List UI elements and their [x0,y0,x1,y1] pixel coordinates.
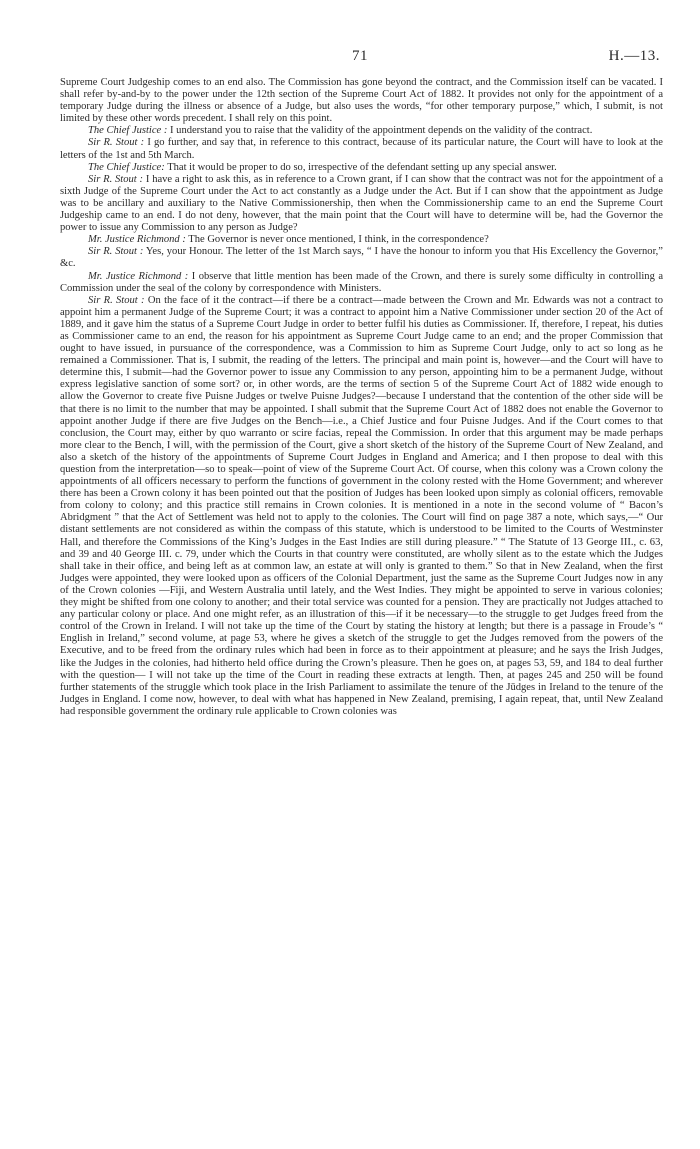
speaker-name: Mr. Justice Richmond : [88,234,186,246]
speaker-name: Sir R. Stout : [88,137,145,149]
paragraph-text: On the face of it the contract—if there be a contract—made between the Crown and Mr. Edwards was not a contract to appoint him a permanent Judge of the Supreme Court; it was a contract to appoint him a Native Commissioner under section 20 of the Act of 1889, and it gave him the status of a Supreme Court Judge in order to better fulfil his duties as Commissioner. If, therefore, I repeat, his duties as Commissioner came to an end, the reason for his appointment as Supreme Court Judge came to an end; and the proper Commission that ought to have issued, in pursuance of the correspondence, was a Commission to him as Supreme Court Judge, only to act so long as he remained a Commissioner. That is, I submit, the reading of the letters. The principal and main point is, however—and the Court will have to determine this, I submit—had the Governor power to issue any Commission to any person, appointing him to be a permanent Judge, without express legislative sanction of some sort? or, in other words, are the terms of section 5 of the Supreme Court Act of 1882 wide enough to allow the Governor to create five Puisne Judges or twelve Puisne Judges?—because I understand that the contention of the other side will be that there is no limit to the number that may be appointed. I shall submit that the Supreme Court Act of 1882 does not enable the Governor to appoint another Judge if there are five Judges on the Bench—i.e., a Chief Justice and four Puisne Judges. And if the Court comes to that conclusion, the Court may, either by quo warranto or scire facias, repeal the Commission. In order that this argument may be made perhaps more clear to the Bench, I will, with the permission of the Court, give a short sketch of the history of the Supreme Court of New Zealand, and also a sketch of the history of the appointments of Supreme Court Judges in England and America; and I then propose to deal with this question from the interpretation—so to speak—point of view of the Supreme Court Act. Of course, when this colony was a Crown colony the appointments of all officers necessary to perform the functions of government in the colony rested with the Home Government; and wherever there has been a Crown colony it has been pointed out that the position of Judges has been looked upon simply as colonial officers, removable from colony to colony; and this practice still remains in Crown colonies. It is mentioned in a note in the second volume of “ Bacon’s Abridgment ” that the Act of Settlement was held not to apply to the colonies. The Court will find on page 387 a note, which says,—“ Our distant settlements are not considered as within the compass of this statute, which is understood to be limited to the Courts of Westminster Hall, and therefore the Commissions of the King’s Judges in the East Indies are still during pleasure.” “ The Statute of 13 George III., c. 63, and 39 and 40 George III. c. 79, under which the Courts in that country were constituted, are wholly silent as to the estate which the Judges shall take in their office, and being left as at common law, an estate at will only is granted to them.” So that in New Zealand, when the first Judges were appointed, they were looked upon as officers of the Colonial Department, just the same as the Supreme Court Judges now in any of the Crown colonies —Fiji, and Western Australia until lately, and the West Indies. They might be appointed to serve in various colonies; they might be shifted from one colony to another; and their total service was counted for a pension. They are practically not Judges attached to any particular colony or place. And one might refer, as an illustration of this—if it be necessary—to the struggle to get Judges freed from the control of the Crown in Ireland. I will not take up the time of the Court by stating the history at length; but there is a passage in Froude’s “ English in Ireland,” second volume, at page 53, where he gives a sketch of the struggle to get the Judges removed from the powers of the Executive, and to be freed from the ordinary rules which had been in force as to their appointment at pleasure; and he says the Irish Judges, like the Judges in the colonies, had hitherto held office during the Crown’s pleasure. Then he goes on, at pages 53, 59, and 184 to deal further with the question— I will not take up the time of the Court in reading these extracts at length. Then, at pages 245 and 250 will be found further statements of the struggle which took place in the Irish Parliament to assimilate the tenure of the Jūdges in Ireland to the tenure of the Judges in England. I come now, however, to deal with what has happened in New Zealand, premising, I again repeat, that, until New Zealand had responsible government the ordinary rule applicable to Crown colonies was [60,294,663,717]
speaker-name: Sir R. Stout : [88,246,144,258]
paragraph [60,295,663,718]
paragraph-text: Supreme Court Judgeship comes to an end also. The Commission has gone beyond the contract, and the Commission itself can be vacated. I shall refer by-and-by to the power under the 12th section of the Supreme Court Act of 1882. It provides not only for the appointment of a temporary Judge during the illness or absence of a Judge, but also uses the words, “for other temporary purpose,” which, I submit, is not limited by these other words precedent. I shall rely on this point. [60,77,663,125]
paragraph [60,162,663,174]
page-header [60,48,660,70]
paragraph [60,234,663,246]
speaker-name: Sir R. Stout : [88,294,145,306]
page-number: 71 [352,48,368,64]
paragraph [60,137,663,161]
speaker-name: Mr. Justice Richmond : [88,270,189,282]
paragraph [60,125,663,137]
paragraph [60,77,663,125]
paragraph-text: I go further, and say that, in reference to this contract, because of its particular nature, the Court will have to look at the letters of the 1st and 5th March. [60,137,663,161]
body-text [60,77,663,718]
paragraph [60,271,663,295]
paragraph-text: Yes, your Honour. The letter of the 1st March says, “ I have the honour to inform you that His Excellency the Governor,” &c. [60,246,663,270]
speaker-name: The Chief Justice : [88,125,168,137]
document-reference: H.—13. [608,48,660,64]
paragraph-text: I observe that little mention has been made of the Crown, and there is surely some difficulty in controlling a Commission under the seal of the colony by correspondence with Ministers. [60,270,664,294]
speaker-name: Sir R. Stout : [88,173,144,185]
paragraph-text: I have a right to ask this, as in reference to a Crown grant, if I can show that the contract was not for the appointment of a sixth Judge of the Supreme Court under the Act to act constantly as a Judge under the Act. But if I can show that the appointment as Judge was to be ancillary and auxiliary to the Native Commissionership, then when the Commissionership came to an end the Supreme Court Judgeship came to an end. I do not deny, however, that the main point that the Court will have to determine will be, had the Governor the power to issue any Commission to any person as Judge? [60,173,663,234]
paragraph-text: I understand you to raise that the validity of the appointment depends on the validity of the contract. [170,125,593,137]
paragraph [60,246,663,270]
speaker-name: The Chief Justice: [88,161,165,173]
paragraph [60,174,663,234]
paragraph-text: That it would be proper to do so, irrespective of the defendant setting up any special answer. [167,161,557,173]
paragraph-text: The Governor is never once mentioned, I think, in the correspondence? [188,234,489,246]
